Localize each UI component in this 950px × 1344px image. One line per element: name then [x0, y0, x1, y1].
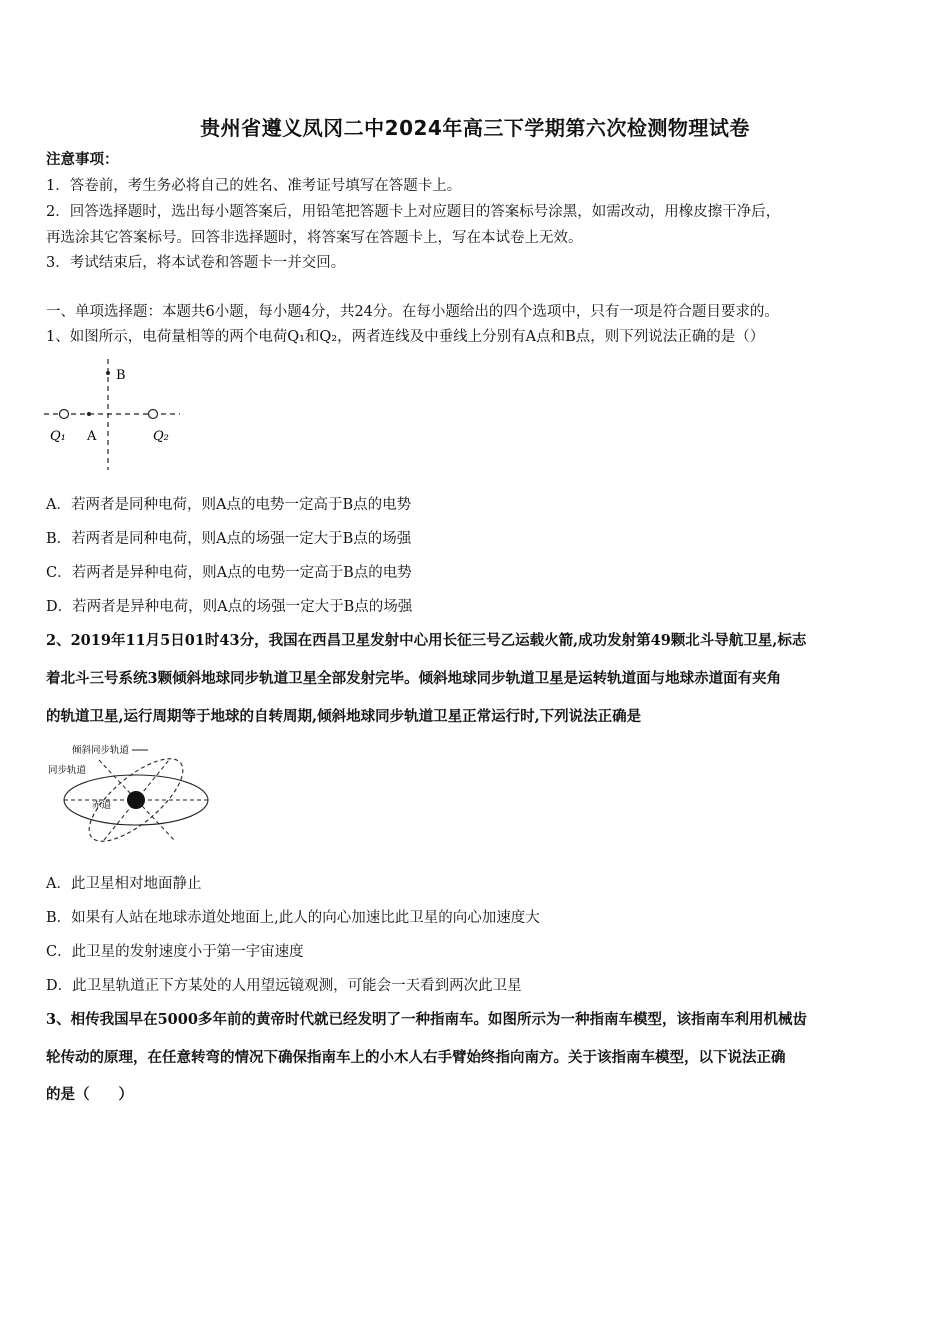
- q1-option: D．若两者是异种电荷，则A点的场强一定大于B点的场强: [46, 599, 413, 615]
- charge-q2-circle: [149, 410, 158, 419]
- label-q2: Q₂: [153, 429, 169, 444]
- charges-figure: [40, 355, 190, 475]
- question-2-stem: 2、2019年11月5日01时43分，我国在西昌卫星发射中心用长征三号乙运载火箭,成功发射第49颗北斗导航卫星,标志: [46, 632, 807, 649]
- notice-item: 再选涂其它答案标号。回答非选择题时，将答案写在答题卡上，写在本试卷上无效。: [46, 230, 583, 246]
- q2-option: D．此卫星轨道正下方某处的人用望远镜观测，可能会一天看到两次此卫星: [46, 978, 522, 994]
- question-1-stem: 1、如图所示，电荷量相等的两个电荷Q₁和Q₂，两者连线及中垂线上分别有A点和B点，则下列说法正确的是（）: [46, 329, 765, 345]
- notice-heading: 注意事项：: [46, 151, 119, 168]
- point-b-dot: [106, 371, 110, 375]
- q2-option: C．此卫星的发射速度小于第一宇宙速度: [46, 944, 304, 960]
- q1-option: A．若两者是同种电荷，则A点的电势一定高于B点的电势: [46, 497, 412, 513]
- question-3-stem: 3、相传我国早在5000多年前的黄帝时代就已经发明了一种指南车。如图所示为一种指南车模型，该指南车利用机械齿: [46, 1011, 807, 1028]
- earth: [127, 791, 145, 809]
- q1-option: B．若两者是同种电荷，则A点的场强一定大于B点的场强: [46, 531, 412, 547]
- notice-item: 1．答卷前，考生务必将自己的姓名、准考证号填写在答题卡上。: [46, 178, 462, 194]
- question-3-stem: 的是（ ）: [46, 1086, 133, 1103]
- q2-option: A．此卫星相对地面静止: [46, 876, 202, 892]
- question-2-stem: 的轨道卫星,运行周期等于地球的自转周期,倾斜地球同步轨道卫星正常运行时,下列说法正确是: [46, 708, 642, 725]
- notice-item: 3．考试结束后，将本试卷和答题卡一并交回。: [46, 255, 346, 271]
- question-3-stem: 轮传动的原理，在任意转弯的情况下确保指南车上的小木人右手臂始终指向南方。关于该指南车模型，以下说法正确: [46, 1049, 786, 1066]
- section-heading: 一、单项选择题：本题共6小题，每小题4分，共24分。在每小题给出的四个选项中，只有一项是符合题目要求的。: [46, 304, 779, 320]
- point-a-dot: [87, 412, 91, 416]
- q1-option: C．若两者是异种电荷，则A点的电势一定高于B点的电势: [46, 565, 412, 581]
- orbit-figure: [44, 740, 214, 865]
- label-equator: 赤道: [92, 800, 112, 811]
- q2-option: B．如果有人站在地球赤道处地面上,此人的向心加速比此卫星的向心加速度大: [46, 910, 540, 926]
- page-title: 贵州省遵义凤冈二中2024年高三下学期第六次检测物理试卷: [200, 116, 750, 140]
- charge-q1-circle: [60, 410, 69, 419]
- question-2-stem: 着北斗三号系统3颗倾斜地球同步轨道卫星全部发射完毕。倾斜地球同步轨道卫星是运转轨道面与地球赤道面有夹角: [46, 670, 782, 687]
- label-geo-orbit: 同步轨道: [48, 765, 87, 776]
- label-inclined-orbit: 倾斜同步轨道: [72, 745, 130, 756]
- notice-item: 2．回答选择题时，选出每小题答案后，用铅笔把答题卡上对应题目的答案标号涂黑，如需改动，用橡皮擦干净后，: [46, 204, 781, 220]
- label-b: B: [116, 368, 126, 383]
- label-a: A: [87, 429, 97, 444]
- label-q1: Q₁: [50, 429, 66, 444]
